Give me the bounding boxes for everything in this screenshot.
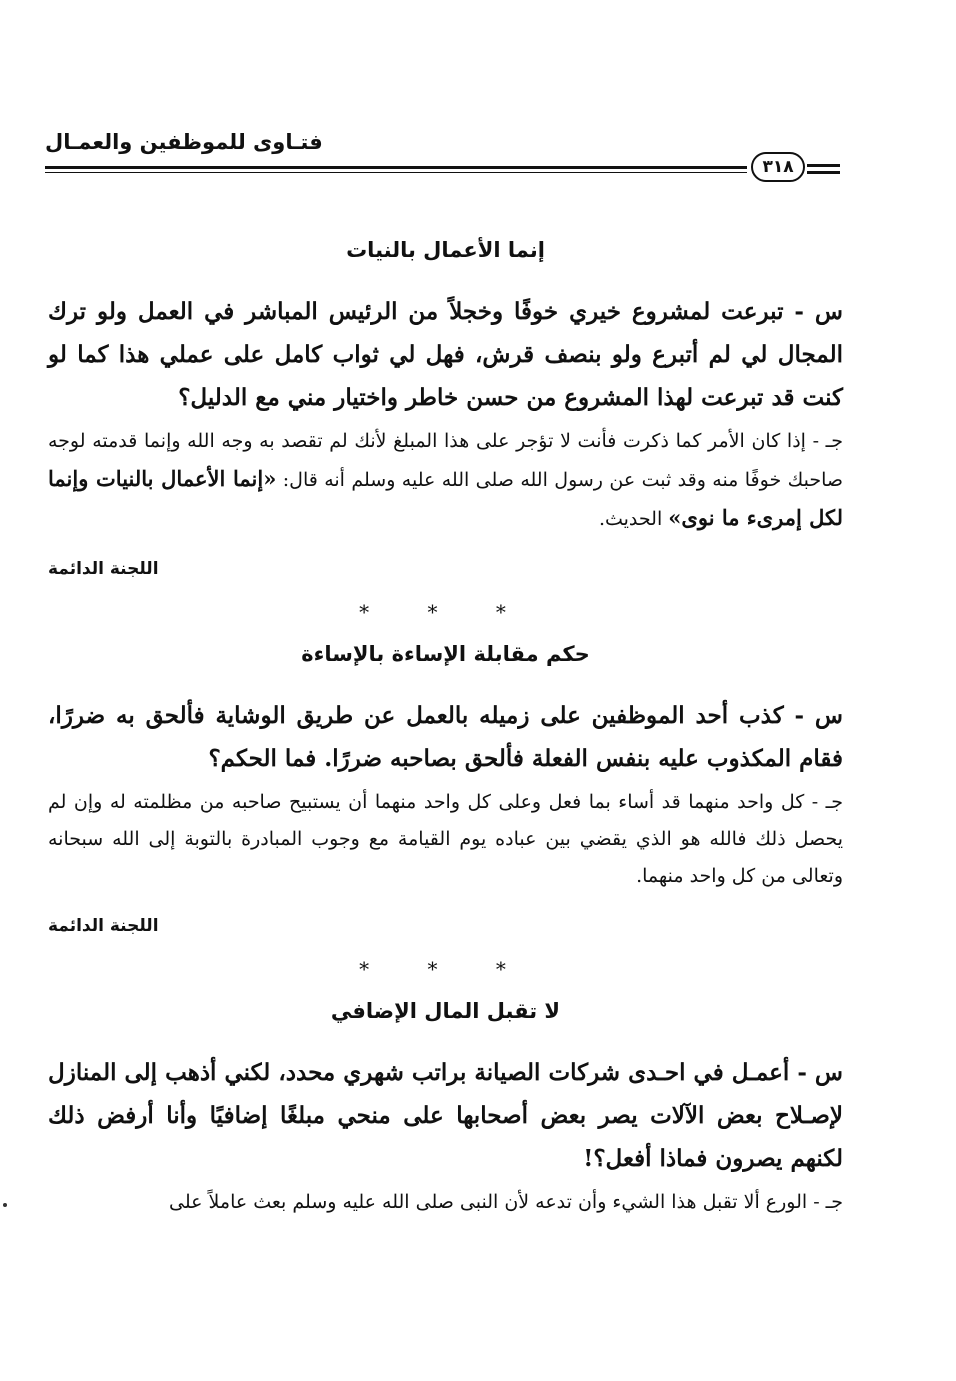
question-text: س - أعمـل في احـدى شركات الصيانة براتب شهري محدد، لكني أذهب إلى المنازل لإصـلاح بعض الآلات يصر بعض أصحابها على منحي مبلغًا إضافيًا وأنا أرفض ذلك لكنهم يصرون فماذا أفعل؟! bbox=[48, 1059, 843, 1172]
fatwa-section-extra-money bbox=[48, 991, 843, 1221]
page-number: ٣١٨ bbox=[751, 152, 805, 182]
section-title: حكم مقابلة الإساءة بالإساءة bbox=[301, 642, 590, 666]
answer-text bbox=[48, 423, 843, 538]
section-separator: * * * bbox=[359, 957, 532, 981]
question-text: س - تبرعت لمشروع خيري خوفًا وخجلاً من الرئيس المباشر في العمل ولو ترك المجال لي لم أتبرع ولو بنصف قرش، فهل لي ثواب كامل على عملي هذا كما لو كنت قد تبرعت لهذا المشروع من حسن خاطر واختيار مني مع الدليل؟ bbox=[48, 298, 843, 411]
page-number-rule bbox=[807, 164, 840, 167]
margin-dot bbox=[3, 1203, 7, 1207]
section-title: إنما الأعمال بالنيات bbox=[346, 238, 545, 262]
hadith-quote: «إنما الأعمال بالنيات وإنما لكل إمرىء ما نوى» bbox=[48, 466, 843, 530]
header-rule bbox=[45, 166, 747, 169]
page-content bbox=[48, 230, 843, 1221]
signature: اللجنة الدائمة bbox=[48, 916, 159, 936]
header-rule-thin bbox=[45, 172, 747, 173]
page-number-rule-second bbox=[807, 171, 840, 174]
page-header bbox=[45, 122, 840, 182]
answer-body: جـ - إذا كان الأمر كما ذكرت فأنت لا تؤجر على هذا المبلغ لأنك لم تقصد به وجه الله وإنما قدمته لوجه صاحبك خوفًا منه وقد ثبت عن رسول الله صلى الله عليه وسلم أنه قال: bbox=[48, 430, 843, 491]
section-separator: * * * bbox=[359, 600, 532, 624]
answer-text: جـ - الورع ألا تقبل هذا الشيء وأن تدعه لأن النبى صلى الله عليه وسلم بعث عاملاً على bbox=[169, 1191, 843, 1213]
answer-ending: الحديث. bbox=[598, 508, 663, 530]
running-title: فتـاوى للموظفين والعمـال bbox=[45, 130, 323, 154]
fatwa-section-intentions bbox=[48, 230, 843, 586]
signature: اللجنة الدائمة bbox=[48, 559, 159, 579]
section-title: لا تقبل المال الإضافي bbox=[330, 999, 561, 1023]
question-text: س - كذب أحد الموظفين على زميله بالعمل عن طريق الوشاية فألحق به ضررًا، فقام المكذوب عليه بنفس الفعلة فألحق بصاحبه ضررًا. فما الحكم؟ bbox=[48, 702, 843, 772]
answer-text: جـ - كل واحد منهما قد أساء بما فعل وعلى كل واحد منهما أن يستبيح صاحبه من مظلمته له وإن لم يحصل ذلك فالله هو الذي يقضي بين عباده يوم القيامة مع وجوب المبادرة بالتوبة إلى الله سبحانه وتعالى من كل واحد منهما. bbox=[48, 791, 843, 887]
fatwa-section-retaliation bbox=[48, 634, 843, 943]
